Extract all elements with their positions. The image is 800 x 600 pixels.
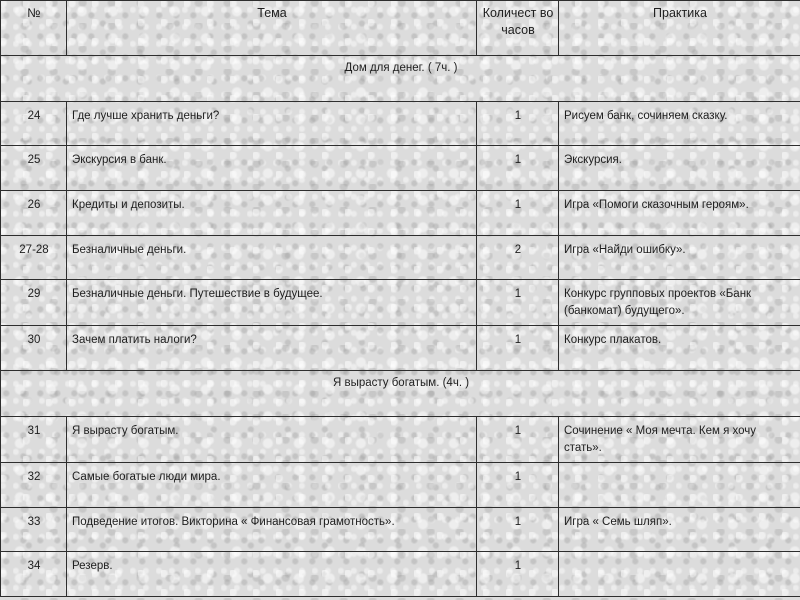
row-num: 33 [1,507,67,552]
row-topic: Безналичные деньги. Путешествие в будущее. [67,280,477,326]
row-hours: 1 [477,462,559,507]
row-practice: Конкурс плакатов. [559,325,800,370]
row-practice [559,462,800,507]
row-topic: Подведение итогов. Викторина « Финансовая грамотность». [67,507,477,552]
row-num: 27-28 [1,235,67,280]
row-hours: 1 [477,507,559,552]
row-hours: 1 [477,146,559,191]
row-num: 31 [1,417,67,463]
row-num: 26 [1,190,67,235]
row-topic: Зачем платить налоги? [67,325,477,370]
row-topic: Экскурсия в банк. [67,146,477,191]
header-practice: Практика [559,1,800,56]
section-title: Дом для денег. ( 7ч. ) [1,55,800,101]
row-topic: Где лучше хранить деньги? [67,101,477,146]
table-row [1,507,800,552]
section-title: Я вырасту богатым. (4ч. ) [1,370,800,417]
header-topic: Тема [67,1,477,56]
header-row [1,1,800,56]
header-num: № [1,1,67,56]
row-practice: Игра «Найди ошибку». [559,235,800,280]
row-hours: 1 [477,280,559,326]
table-row [1,462,800,507]
row-hours: 1 [477,101,559,146]
table-row [1,235,800,280]
row-practice [559,552,800,597]
row-hours: 2 [477,235,559,280]
row-num: 29 [1,280,67,326]
row-topic: Резерв. [67,552,477,597]
row-num: 32 [1,462,67,507]
section-row [1,55,800,101]
row-practice: Сочинение « Моя мечта. Кем я хочу стать». [559,417,800,463]
row-topic: Самые богатые люди мира. [67,462,477,507]
header-hours: Количест во часов [477,1,559,56]
row-hours: 1 [477,552,559,597]
table-row [1,146,800,191]
row-topic: Я вырасту богатым. [67,417,477,463]
row-topic: Кредиты и депозиты. [67,190,477,235]
row-num: 24 [1,101,67,146]
table-row [1,552,800,597]
row-topic: Безналичные деньги. [67,235,477,280]
row-practice: Экскурсия. [559,146,800,191]
row-hours: 1 [477,325,559,370]
section-row [1,370,800,417]
row-practice: Рисуем банк, сочиняем сказку. [559,101,800,146]
row-num: 30 [1,325,67,370]
row-hours: 1 [477,190,559,235]
row-num: 34 [1,552,67,597]
table-row [1,101,800,146]
row-practice: Игра «Помоги сказочным героям». [559,190,800,235]
table-row [1,280,800,326]
row-practice: Игра « Семь шляп». [559,507,800,552]
table-row [1,190,800,235]
row-hours: 1 [477,417,559,463]
table-row [1,325,800,370]
table-row [1,417,800,463]
row-practice: Конкурс групповых проектов «Банк (банкомат) будущего». [559,280,800,326]
row-num: 25 [1,146,67,191]
